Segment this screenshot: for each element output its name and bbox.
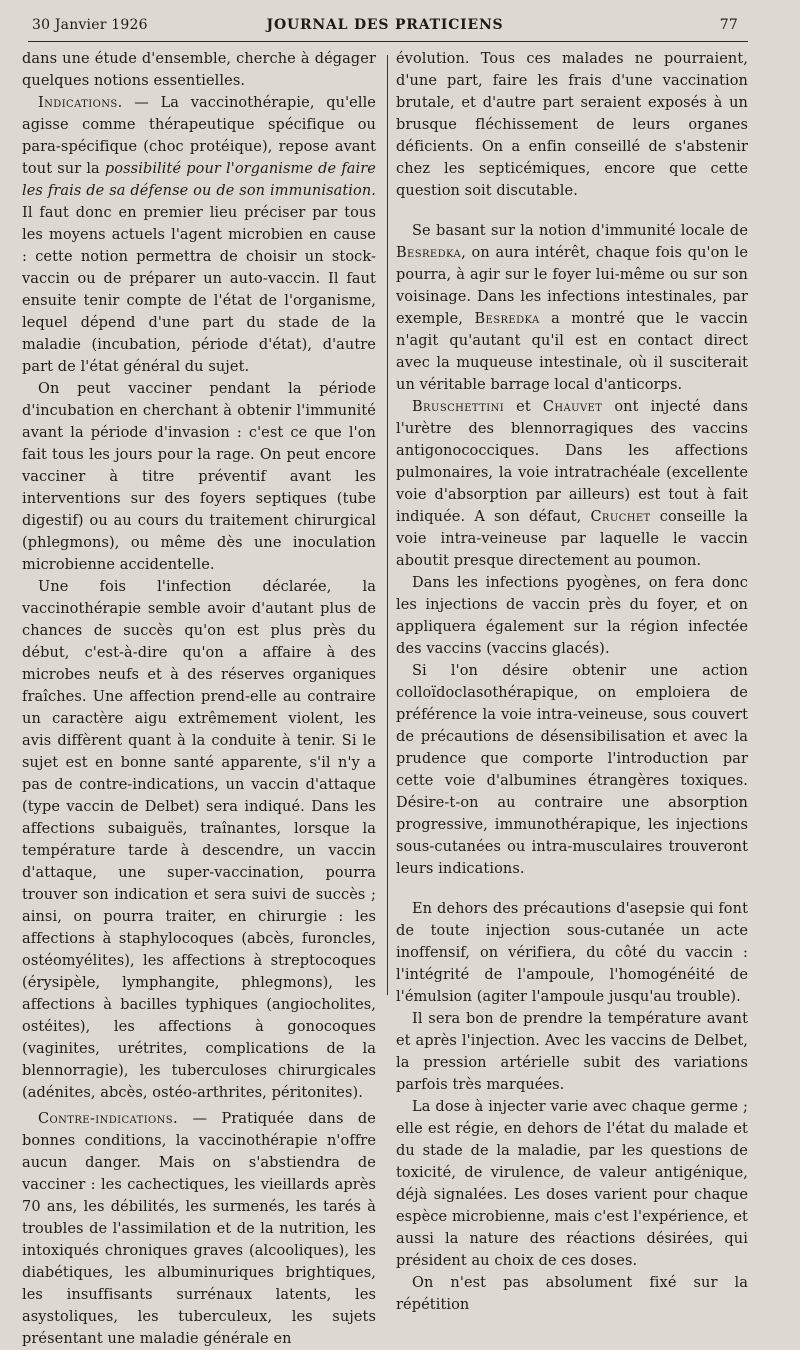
paragraph-text: Si l'on désire obtenir une action colloïdoclasothérapique, on emploiera de préférence la voie intra-veineuse, sous couvert de précautions de désensibilisation et avec la prudence que comporte l'introduction par cette voie d'albumines étrangères toxiques. Désire-t-on au contraire une absorption progressive, immunothérapique, les injections sous-cutanées ou intra-musculaires trouveront leurs indications.: [396, 663, 748, 877]
paragraph-text: ont injecté dans l'urètre des blennorragiques des vaccins antigonococciques. Dans les affections pulmonaires, la voie intratrachéale (excellente voie d'absorption par ailleurs) est tout à fait indiquée. A son défaut,: [396, 399, 749, 525]
paragraph: [396, 48, 748, 202]
paragraph-text: évolution. Tous ces malades ne pourraient, d'une part, faire les frais d'une vaccination brutale, et d'autre part seraient exposés à un brusque fléchissement de leurs organes déficients. On a enfin conseillé de s'abstenir chez les septicémiques, encore que cette question soit discutable.: [396, 51, 748, 199]
section-heading-contre-indications: Contre-indications.: [38, 1111, 179, 1127]
header-date: 30 Janvier 1926: [32, 17, 148, 33]
paragraph-text: — La vaccinothérapie, qu'elle agisse comme thérapeutique spécifique ou para-spécifique (choc protéique), repose avant tout sur la: [22, 95, 376, 177]
paragraph-text: — Pratiquée dans de bonnes conditions, la vaccinothérapie n'offre aucun danger. Mais on s'abstiendra de vacciner : les cachectiques, les vieillards après 70 ans, les débilités, les surmenés, les tarés à troubles de l'assimilation et de la nutrition, les intoxiqués chroniques graves (alcooliques), les diabétiques, les albuminuriques brightiques, les insuffisants surrénaux latents, les asystoliques, les tuberculeux, les sujets présentant une maladie générale en: [22, 1111, 376, 1347]
paragraph-text: Il faut donc en premier lieu préciser par tous les moyens actuels l'agent microbien en cause : cette notion permettra de choisir un stock-vaccin ou de préparer un auto-vaccin. Il faut ensuite tenir compte de l'état de l'organisme, lequel dépend d'une part du stade de la maladie (incubation, période d'état), d'autre part de l'état général du sujet.: [22, 205, 376, 375]
paragraph: [396, 220, 748, 396]
paragraph-contre-indications: [22, 1108, 376, 1350]
paragraph-text: Il sera bon de prendre la température avant et après l'injection. Avec les vaccins de Delbet, la pression artérielle subit des variations parfois très marquées.: [396, 1011, 748, 1093]
author-name: Chauvet: [542, 399, 603, 415]
paragraph-text: Une fois l'infection déclarée, la vaccinothérapie semble avoir d'autant plus de chances de succès qu'on est plus près du début, c'est-à-dire qu'on a affaire à des microbes neufs et à des réserves organiques fraîches. Une affection prend-elle au contraire un caractère aigu extrêmement violent, les avis diffèrent quant à la conduite à tenir. Si le sujet est en bonne santé apparente, s'il n'y a pas de contre-indications, un vaccin d'attaque (type vaccin de Delbet) sera indiqué. Dans les affections subaiguës, traînantes, lorsque la température tarde à descendre, un vaccin d'attaque, une super-vaccination, pourra trouver son indication et sera suivi de succès ; ainsi, on pourra traiter, en chirurgie : les affections à staphylocoques (abcès, furoncles, ostéomyélites), les affections à streptocoques (érysipèle, lymphangite, phlegmons), les affections à bacilles typhiques (angiocholites, ostéites), les affections à gonocoques (vaginites, urétrites, complications de la blennorragie), les tuberculoses chirurgicales (adénites, abcès, ostéo-arthrites, péritonites).: [22, 579, 376, 1101]
paragraph: [396, 396, 748, 572]
paragraph-text: et: [504, 399, 543, 415]
paragraph-text: On n'est pas absolument fixé sur la répétition: [396, 1275, 748, 1313]
left-column: [22, 48, 376, 1350]
paragraph: [396, 660, 748, 880]
section-heading-indications: Indications.: [38, 95, 123, 111]
paragraph: [22, 48, 376, 92]
paragraph: [396, 1272, 748, 1316]
paragraph-text: conseille la voie intra-veineuse par laquelle le vaccin aboutit presque directement au poumon.: [396, 509, 748, 569]
paragraph: [396, 898, 748, 1008]
paragraph: [22, 576, 376, 1104]
emphasized-text: possibilité pour l'organisme de faire les frais de sa défense ou de son immunisation.: [22, 161, 376, 199]
column-divider: [387, 55, 388, 995]
paragraph-text: a montré que le vaccin n'agit qu'autant qu'il est en contact direct avec la muqueuse intestinale, où il susciterait un véritable barrage local d'anticorps.: [396, 311, 748, 393]
paragraph-text: dans une étude d'ensemble, cherche à dégager quelques notions essentielles.: [22, 51, 376, 89]
author-name: Bruschettini: [412, 399, 505, 415]
header-journal-title: JOURNAL DES PRATICIENS: [266, 17, 504, 33]
paragraph: [396, 1008, 748, 1096]
author-name: Besredka: [396, 245, 462, 261]
paragraph-text: La dose à injecter varie avec chaque germe ; elle est régie, en dehors de l'état du malade et du stade de la maladie, par les questions de toxicité, de virulence, de valeur antigénique, déjà signalées. Les doses varient pour chaque espèce microbienne, mais c'est l'expérience, et aussi la nature des réactions désirées, qui président au choix de ces doses.: [396, 1099, 748, 1269]
paragraph-text: On peut vacciner pendant la période d'incubation en cherchant à obtenir l'immunité avant la période d'invasion : c'est ce que l'on fait tous les jours pour la rage. On peut encore vacciner à titre préventif avant les interventions sur des foyers septiques (tube digestif) ou au cours du traitement chirurgical (phlegmons), ou même dès une inoculation microbienne accidentelle.: [22, 381, 376, 573]
header-rule: [28, 41, 748, 42]
paragraph-text: Dans les infections pyogènes, on fera donc les injections de vaccin près du foyer, et on appliquera également sur la région infectée des vaccins (vaccins glacés).: [396, 575, 748, 657]
paragraph: [22, 378, 376, 576]
paragraph: [396, 1096, 748, 1272]
paragraph-indications: [22, 92, 376, 378]
author-name: Cruchet: [590, 509, 651, 525]
paragraph-text: En dehors des précautions d'asepsie qui font de toute injection sous-cutanée un acte inoffensif, on vérifiera, du côté du vaccin : l'intégrité de l'ampoule, l'homogénéité de l'émulsion (agiter l'ampoule jusqu'au trouble).: [396, 901, 748, 1005]
header-page-number: 77: [719, 17, 738, 33]
paragraph-text: , on aura intérêt, chaque fois qu'on le pourra, à agir sur le foyer lui-même ou sur son voisinage. Dans les infections intestinales, par exemple,: [396, 245, 748, 327]
running-header: [32, 17, 738, 39]
paragraph: [396, 572, 748, 660]
author-name: Besredka: [474, 311, 540, 327]
paragraph-text: Se basant sur la notion d'immunité locale de: [412, 223, 748, 239]
right-column: [396, 48, 748, 1316]
